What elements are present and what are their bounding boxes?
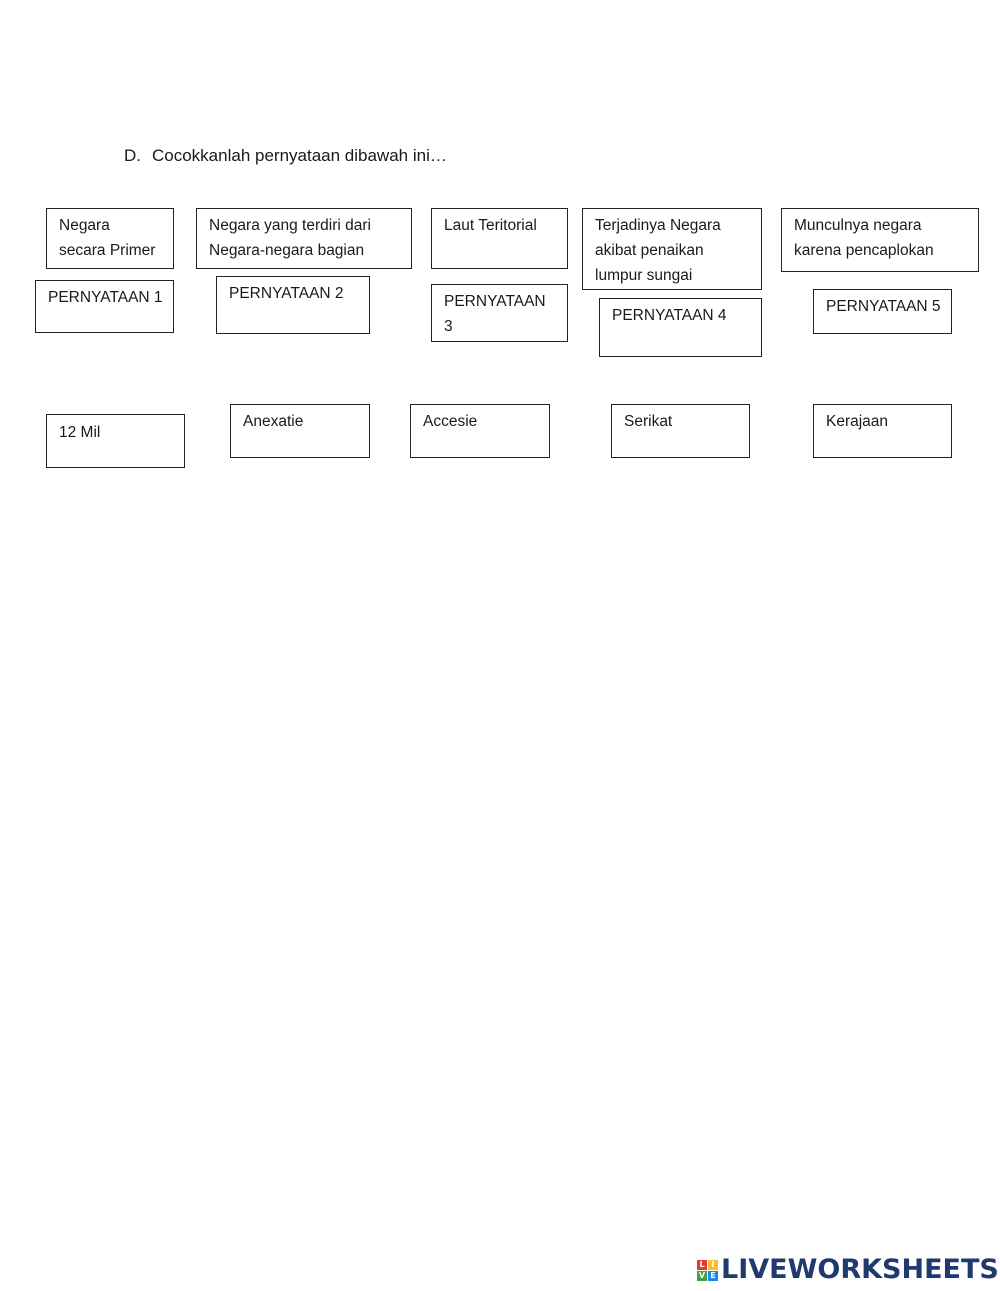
answer-box-2[interactable]	[230, 404, 370, 458]
statement-box-5	[781, 208, 979, 272]
answer-text: Anexatie	[243, 413, 304, 430]
statement-line: Terjadinya Negara	[595, 217, 721, 234]
pernyataan-label-text: PERNYATAAN 1	[48, 289, 163, 306]
pernyataan-label-1	[35, 280, 174, 333]
logo-block-i: I	[708, 1260, 718, 1270]
answer-text: 12 Mil	[59, 424, 101, 441]
statement-line: lumpur sungai	[595, 267, 693, 284]
statement-line: Negara	[59, 217, 110, 234]
statement-box-2	[196, 208, 412, 269]
pernyataan-label-text: PERNYATAAN 4	[612, 307, 727, 324]
statement-box-1	[46, 208, 174, 269]
pernyataan-label-text: PERNYATAAN	[444, 293, 546, 310]
statement-line: karena pencaplokan	[794, 242, 934, 259]
instruction-text: Cocokkanlah pernyataan dibawah ini…	[152, 146, 447, 165]
statement-line: akibat penaikan	[595, 242, 704, 259]
pernyataan-label-5	[813, 289, 952, 334]
answer-text: Serikat	[624, 413, 673, 430]
statement-box-3	[431, 208, 568, 269]
logo-block-l: L	[697, 1260, 707, 1270]
instruction-marker: D.	[124, 146, 141, 165]
instruction-heading	[124, 145, 447, 167]
statement-line: Negara-negara bagian	[209, 242, 365, 259]
pernyataan-label-4	[599, 298, 762, 357]
answer-text: Accesie	[423, 413, 478, 430]
statement-line: Negara yang terdiri dari	[209, 217, 371, 234]
pernyataan-label-3	[431, 284, 568, 342]
logo-text: LIVEWORKSHEETS	[721, 1254, 999, 1285]
logo-blocks-icon	[697, 1260, 718, 1281]
answer-box-1[interactable]	[46, 414, 185, 468]
statement-line: Laut Teritorial	[444, 217, 537, 234]
pernyataan-label-text: 3	[444, 318, 453, 335]
pernyataan-label-2	[216, 276, 370, 334]
liveworksheets-logo	[697, 1255, 999, 1285]
answer-box-5[interactable]	[813, 404, 952, 458]
logo-block-e: E	[708, 1271, 718, 1281]
pernyataan-label-text: PERNYATAAN 5	[826, 298, 941, 315]
logo-block-v: V	[698, 1270, 706, 1280]
answer-box-4[interactable]	[611, 404, 750, 458]
pernyataan-label-text: PERNYATAAN 2	[229, 285, 344, 302]
answer-text: Kerajaan	[826, 413, 889, 430]
answer-box-3[interactable]	[410, 404, 550, 458]
statement-line: Munculnya negara	[794, 217, 922, 234]
statement-box-4	[582, 208, 762, 290]
statement-line: secara Primer	[59, 242, 156, 259]
